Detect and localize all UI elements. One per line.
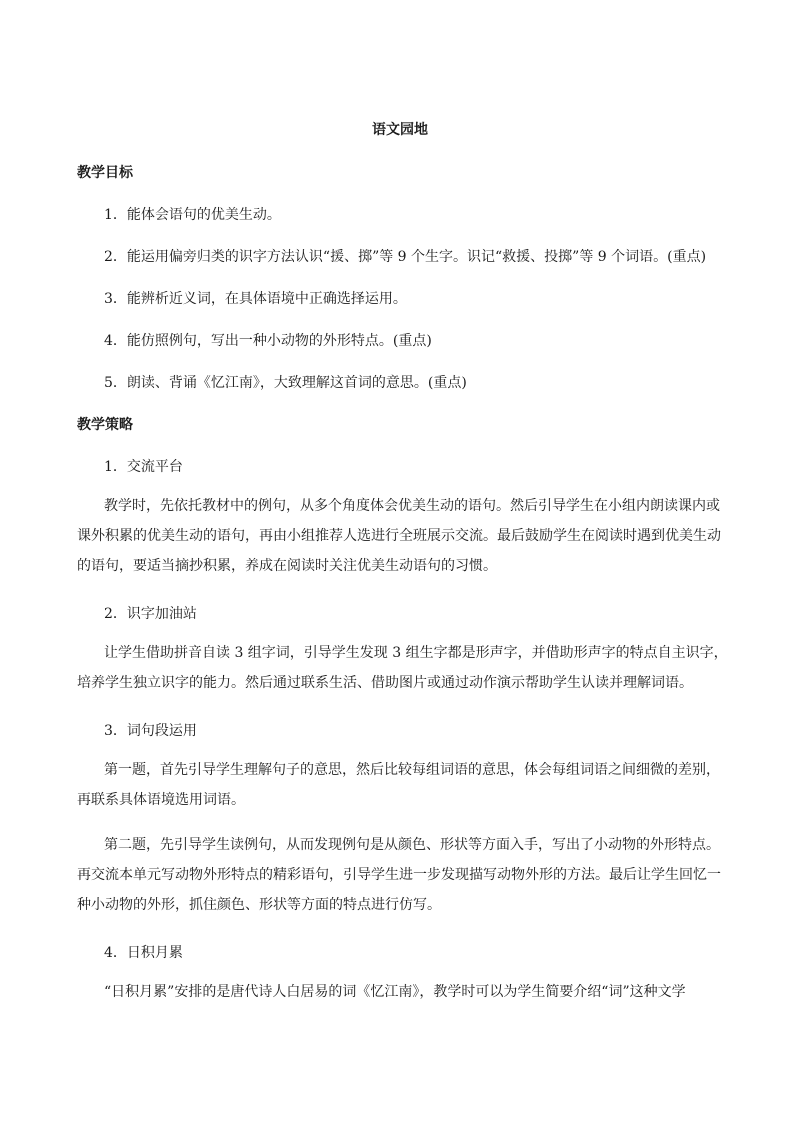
goal-item-3: 3．能辨析近义词，在具体语境中正确选择运用。: [104, 291, 407, 307]
paragraph-line: 第一题，首先引导学生理解句子的意思，然后比较每组词语的意思，体会每组词语之间细微的差别，: [104, 762, 720, 778]
strategy-1-title: 1．交流平台: [104, 459, 183, 475]
strategy-2-title: 2．识字加油站: [104, 606, 197, 622]
paragraph-line: 再交流本单元写动物外形特点的精彩语句，引导学生进一步发现描写动物外形的方法。最后让学生回忆一: [77, 867, 721, 883]
page-title: 语文园地: [372, 122, 428, 138]
paragraph-line: 课外积累的优美生动的语句，再由小组推荐人选进行全班展示交流。最后鼓励学生在阅读时遇到优美生动: [77, 528, 721, 544]
paragraph-line: 让学生借助拼音自读 3 组字词，引导学生发现 3 组生字都是形声字，并借助形声字的特点自主识字，: [104, 645, 728, 661]
strategy-3-paragraph-1: [77, 755, 727, 815]
strategy-2-paragraph: [77, 638, 727, 698]
paragraph-line: 的语句，要适当摘抄积累，养成在阅读时关注优美生动语句的习惯。: [77, 558, 497, 574]
paragraph-line: 教学时，先依托教材中的例句，从多个角度体会优美生动的语句。然后引导学生在小组内朗读课内或: [104, 498, 720, 514]
strategy-4-paragraph: [77, 977, 727, 1007]
strategy-3-paragraph-2: [77, 830, 727, 920]
goal-item-1: 1．能体会语句的优美生动。: [104, 207, 281, 223]
paragraph-line: 第二题，先引导学生读例句，从而发现例句是从颜色、形状等方面入手，写出了小动物的外形特点。: [104, 837, 720, 853]
paragraph-line: 培养学生独立识字的能力。然后通过联系生活、借助图片或通过动作演示帮助学生认读并理解词语。: [77, 675, 693, 691]
strategy-4-title: 4．日积月累: [104, 945, 183, 961]
paragraph-line: “日积月累”安排的是唐代诗人白居易的词《忆江南》，教学时可以为学生简要介绍“词”这种文学: [104, 984, 686, 1000]
paragraph-line: 再联系具体语境选用词语。: [77, 792, 245, 808]
goal-item-5: 5．朗读、背诵《忆江南》，大致理解这首词的意思。(重点): [104, 375, 467, 391]
section-heading-strategy: 教学策略: [77, 417, 133, 433]
goal-item-4: 4．能仿照例句，写出一种小动物的外形特点。(重点): [104, 333, 432, 349]
strategy-1-paragraph: [77, 491, 727, 581]
section-heading-goals: 教学目标: [77, 165, 133, 181]
strategy-3-title: 3．词句段运用: [104, 723, 197, 739]
paragraph-line: 种小动物的外形，抓住颜色、形状等方面的特点进行仿写。: [77, 897, 441, 913]
goal-item-2: 2．能运用偏旁归类的识字方法认识“援、掷”等 9 个生字。识记“救援、投掷”等 9 个词语。(重点): [104, 249, 707, 265]
